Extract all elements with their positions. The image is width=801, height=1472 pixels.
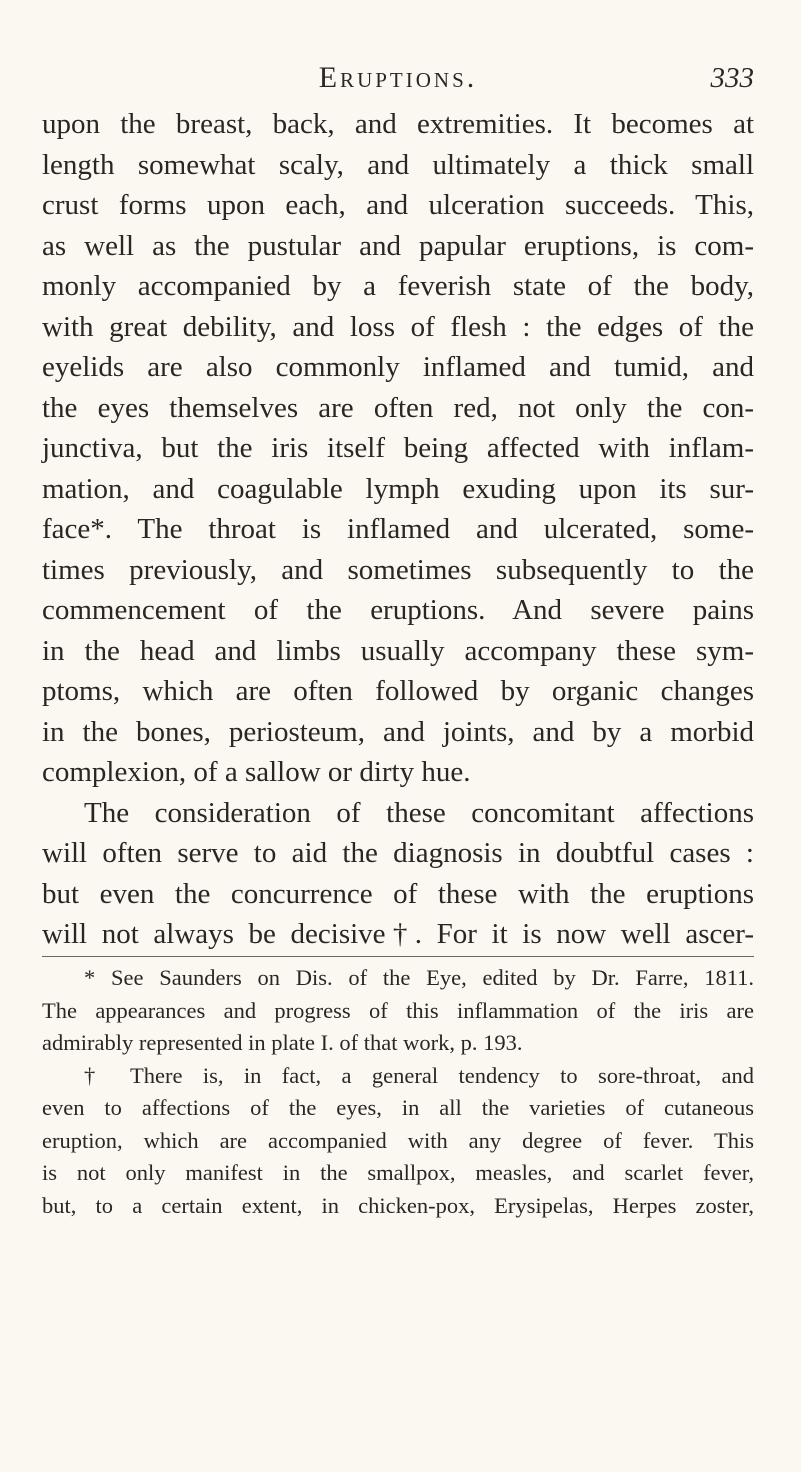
body-line: monly accompanied by a feverish state of the body, xyxy=(42,270,754,302)
footnote-line: is not only manifest in the smallpox, measles, and scarlet fever, xyxy=(42,1160,754,1185)
body-line: crust forms upon each, and ulceration succeeds. This, xyxy=(42,189,754,221)
body-text xyxy=(42,104,754,955)
body-line: mation, and coagulable lymph exuding upon its sur- xyxy=(42,472,754,505)
footnote-line: even to affections of the eyes, in all the varieties of cutaneous xyxy=(42,1095,754,1120)
footnote-line: * See Saunders on Dis. of the Eye, edited by Dr. Farre, 1811. xyxy=(84,965,754,990)
footnote-line: admirably represented in plate I. of that work, p. 193. xyxy=(42,1030,523,1055)
body-line: eyelids are also commonly inflamed and tumid, and xyxy=(42,351,754,383)
footnote-line: but, to a certain extent, in chicken-pox, Erysipelas, Herpes zoster, xyxy=(42,1192,754,1218)
body-line: ptoms, which are often followed by organic changes xyxy=(42,675,754,707)
body-line: length somewhat scaly, and ultimately a thick small xyxy=(42,148,754,181)
body-line: commencement of the eruptions. And severe pains xyxy=(42,594,754,626)
body-line: in the head and limbs usually accompany these sym- xyxy=(42,634,754,667)
body-line: upon the breast, back, and extremities. It becomes at xyxy=(42,108,754,140)
footnote-line: The appearances and progress of this inflammation of the iris are xyxy=(42,997,754,1023)
footnote-rule xyxy=(42,956,754,957)
body-line: will not always be decisive†. For it is now well ascer- xyxy=(42,918,754,950)
page-number: 333 xyxy=(710,62,754,94)
running-head xyxy=(42,58,754,98)
footnotes xyxy=(42,962,754,1222)
body-line: The consideration of these concomitant affections xyxy=(84,796,754,829)
body-line: with great debility, and loss of flesh : the edges of the xyxy=(42,310,754,343)
footnote-line: eruption, which are accompanied with any degree of fever. This xyxy=(42,1127,754,1153)
running-title: Eruptions. xyxy=(318,61,478,94)
body-line: junctiva, but the iris itself being affected with inflam- xyxy=(42,432,754,464)
body-line: as well as the pustular and papular eruptions, is com- xyxy=(42,229,754,262)
body-line: in the bones, periosteum, and joints, and by a morbid xyxy=(42,715,754,748)
body-line: but even the concurrence of these with the eruptions xyxy=(42,877,754,910)
body-line: the eyes themselves are often red, not only the con- xyxy=(42,391,754,424)
body-line: times previously, and sometimes subsequently to the xyxy=(42,553,754,586)
body-line: complexion, of a sallow or dirty hue. xyxy=(42,756,471,788)
footnote-line: † There is, in fact, a general tendency to sore-throat, and xyxy=(84,1062,754,1088)
body-line: face*. The throat is inflamed and ulcerated, some- xyxy=(42,513,754,545)
body-line: will often serve to aid the diagnosis in doubtful cases : xyxy=(42,837,754,869)
